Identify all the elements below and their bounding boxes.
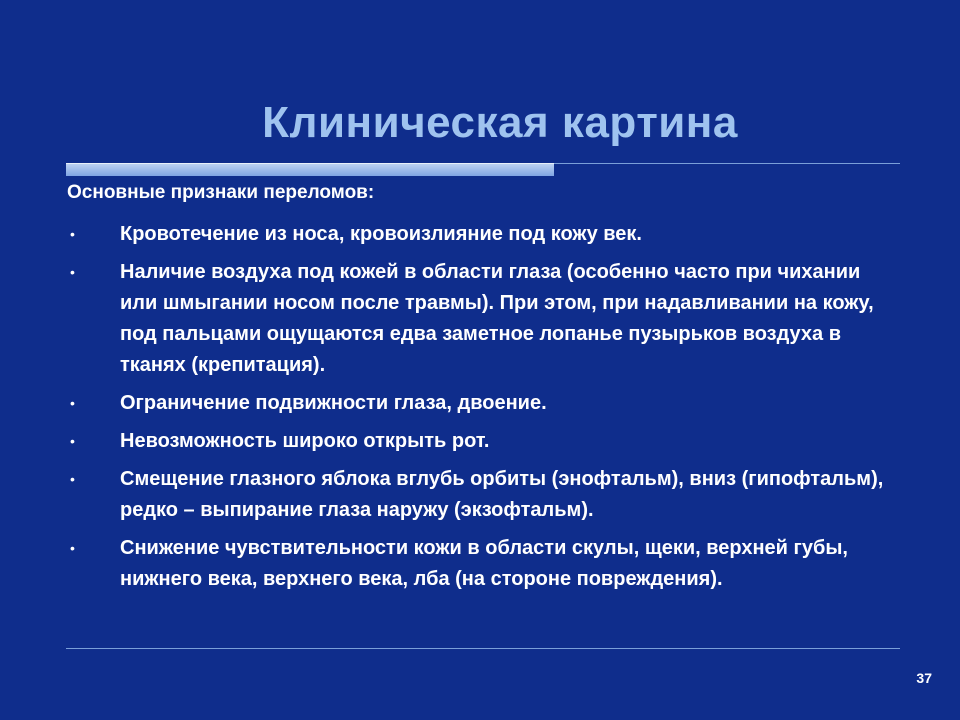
bullet-icon: • [70,226,75,242]
page-number: 37 [916,670,932,686]
list-item [68,219,888,250]
list-item [68,388,888,419]
bullet-icon: • [70,433,75,449]
list-item [68,533,888,595]
list-item-text: Наличие воздуха под кожей в области глаза (особенно часто при чихании или шмыгании носом после травмы). При этом, при надавливании на кожу, под пальцами ощущаются едва заметное лопанье пузырьков воздуха в тканях (крепитация). [120,261,874,376]
list-item [68,257,888,381]
footer-divider-line [66,648,900,649]
list-item-text: Ограничение подвижности глаза, двоение. [120,392,547,414]
intro-text: Основные признаки переломов: [67,182,375,203]
title-accent-bar [66,163,554,176]
bullet-icon: • [70,395,75,411]
list-item-text: Снижение чувствительности кожи в области скулы, щеки, верхней губы, нижнего века, верхнего века, лба (на стороне повреждения). [120,537,848,590]
bullet-list [68,219,888,602]
bullet-icon: • [70,540,75,556]
list-item [68,426,888,457]
list-item [68,464,888,526]
bullet-icon: • [70,264,75,280]
list-item-text: Невозможность широко открыть рот. [120,430,490,452]
list-item-text: Кровотечение из носа, кровоизлияние под кожу век. [120,223,642,245]
bullet-icon: • [70,471,75,487]
slide-title: Клиническая картина [262,98,738,147]
list-item-text: Смещение глазного яблока вглубь орбиты (энофтальм), вниз (гипофтальм), редко – выпирание глаза наружу (экзофтальм). [120,468,884,521]
